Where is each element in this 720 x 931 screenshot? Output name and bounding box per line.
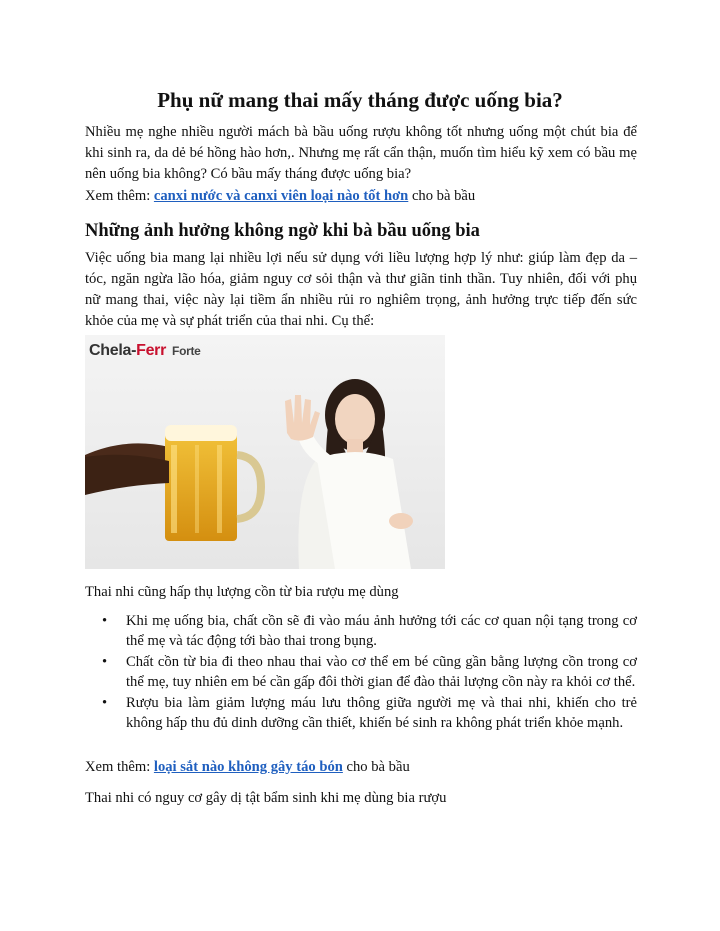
list-item-text: Khi mẹ uống bia, chất cồn sẽ đi vào máu ảnh hưởng tới các cơ quan nội tạng trong cơ thể mẹ và tác động tới bào thai trong bụng. — [126, 613, 637, 649]
link-calcium-article[interactable]: canxi nước và canxi viên loại nào tốt hơn — [153, 188, 409, 204]
list-item — [85, 653, 637, 692]
link-iron-article[interactable]: loại sắt nào không gây táo bón — [153, 759, 343, 775]
list-item — [85, 694, 637, 733]
closing-caption: Thai nhi có nguy cơ gây dị tật bẩm sinh khi mẹ dùng bia rượu — [85, 790, 447, 806]
bullet-dot: • — [102, 613, 108, 629]
effects-list — [85, 612, 637, 735]
article-photo — [85, 335, 445, 569]
list-item-text: Chất cồn từ bia đi theo nhau thai vào cơ thể em bé cũng gần bằng lượng cồn trong cơ thể mẹ, tuy nhiên em bé cần gấp đôi thời gian để đào thải lượng cồn này ra khỏi cơ thể. — [126, 654, 637, 690]
see-more-2 — [85, 757, 637, 778]
see-more-1 — [85, 186, 637, 207]
brand-logo — [89, 342, 201, 360]
page-title: Phụ nữ mang thai mấy tháng được uống bia? — [157, 88, 563, 112]
see-more-2-suffix: cho bà bầu — [342, 759, 410, 775]
body-paragraph: Việc uống bia mang lại nhiều lợi nếu sử dụng với liều lượng hợp lý như: giúp làm đẹp da – tóc, ngăn ngừa lão hóa, giảm nguy cơ sỏi thận và thư giãn tinh thần. Tuy nhiên, đối với phụ nữ mang thai, việc này lại tiềm ẩn nhiều rủi ro nghiêm trọng, ảnh hưởng trực tiếp đến sức khỏe của mẹ và sự phát triển của thai nhi. Cụ thể: — [85, 250, 637, 329]
list-item — [85, 612, 637, 651]
section-heading: Những ảnh hưởng không ngờ khi bà bầu uống bia — [85, 221, 480, 241]
list-item-text: Rượu bia làm giảm lượng máu lưu thông giữa người mẹ và thai nhi, khiến cho trẻ không hấp thu đủ dinh dưỡng cần thiết, khiến bé sinh ra không phát triển khỏe mạnh. — [126, 695, 637, 731]
see-more-2-prefix: Xem thêm: — [85, 759, 154, 775]
photo-illustration — [85, 335, 445, 569]
bullet-dot: • — [102, 695, 108, 711]
brand-logo-part3: Forte — [172, 344, 201, 358]
see-more-1-suffix: cho bà bầu — [408, 188, 476, 204]
image-caption: Thai nhi cũng hấp thụ lượng cồn từ bia rượu mẹ dùng — [85, 584, 399, 600]
see-more-1-prefix: Xem thêm: — [85, 188, 154, 204]
brand-logo-part2: Ferr — [136, 342, 167, 359]
brand-logo-part1: Chela- — [89, 342, 137, 359]
bullet-dot: • — [102, 654, 108, 670]
intro-paragraph: Nhiều mẹ nghe nhiều người mách bà bầu uống rượu không tốt nhưng uống một chút bia để khi sinh ra, da dẻ bé hồng hào hơn,. Nhưng mẹ rất cẩn thận, muốn tìm hiểu kỹ xem có bầu mẹ nên uống bia không? Có bầu mấy tháng được uống bia? — [85, 124, 637, 182]
